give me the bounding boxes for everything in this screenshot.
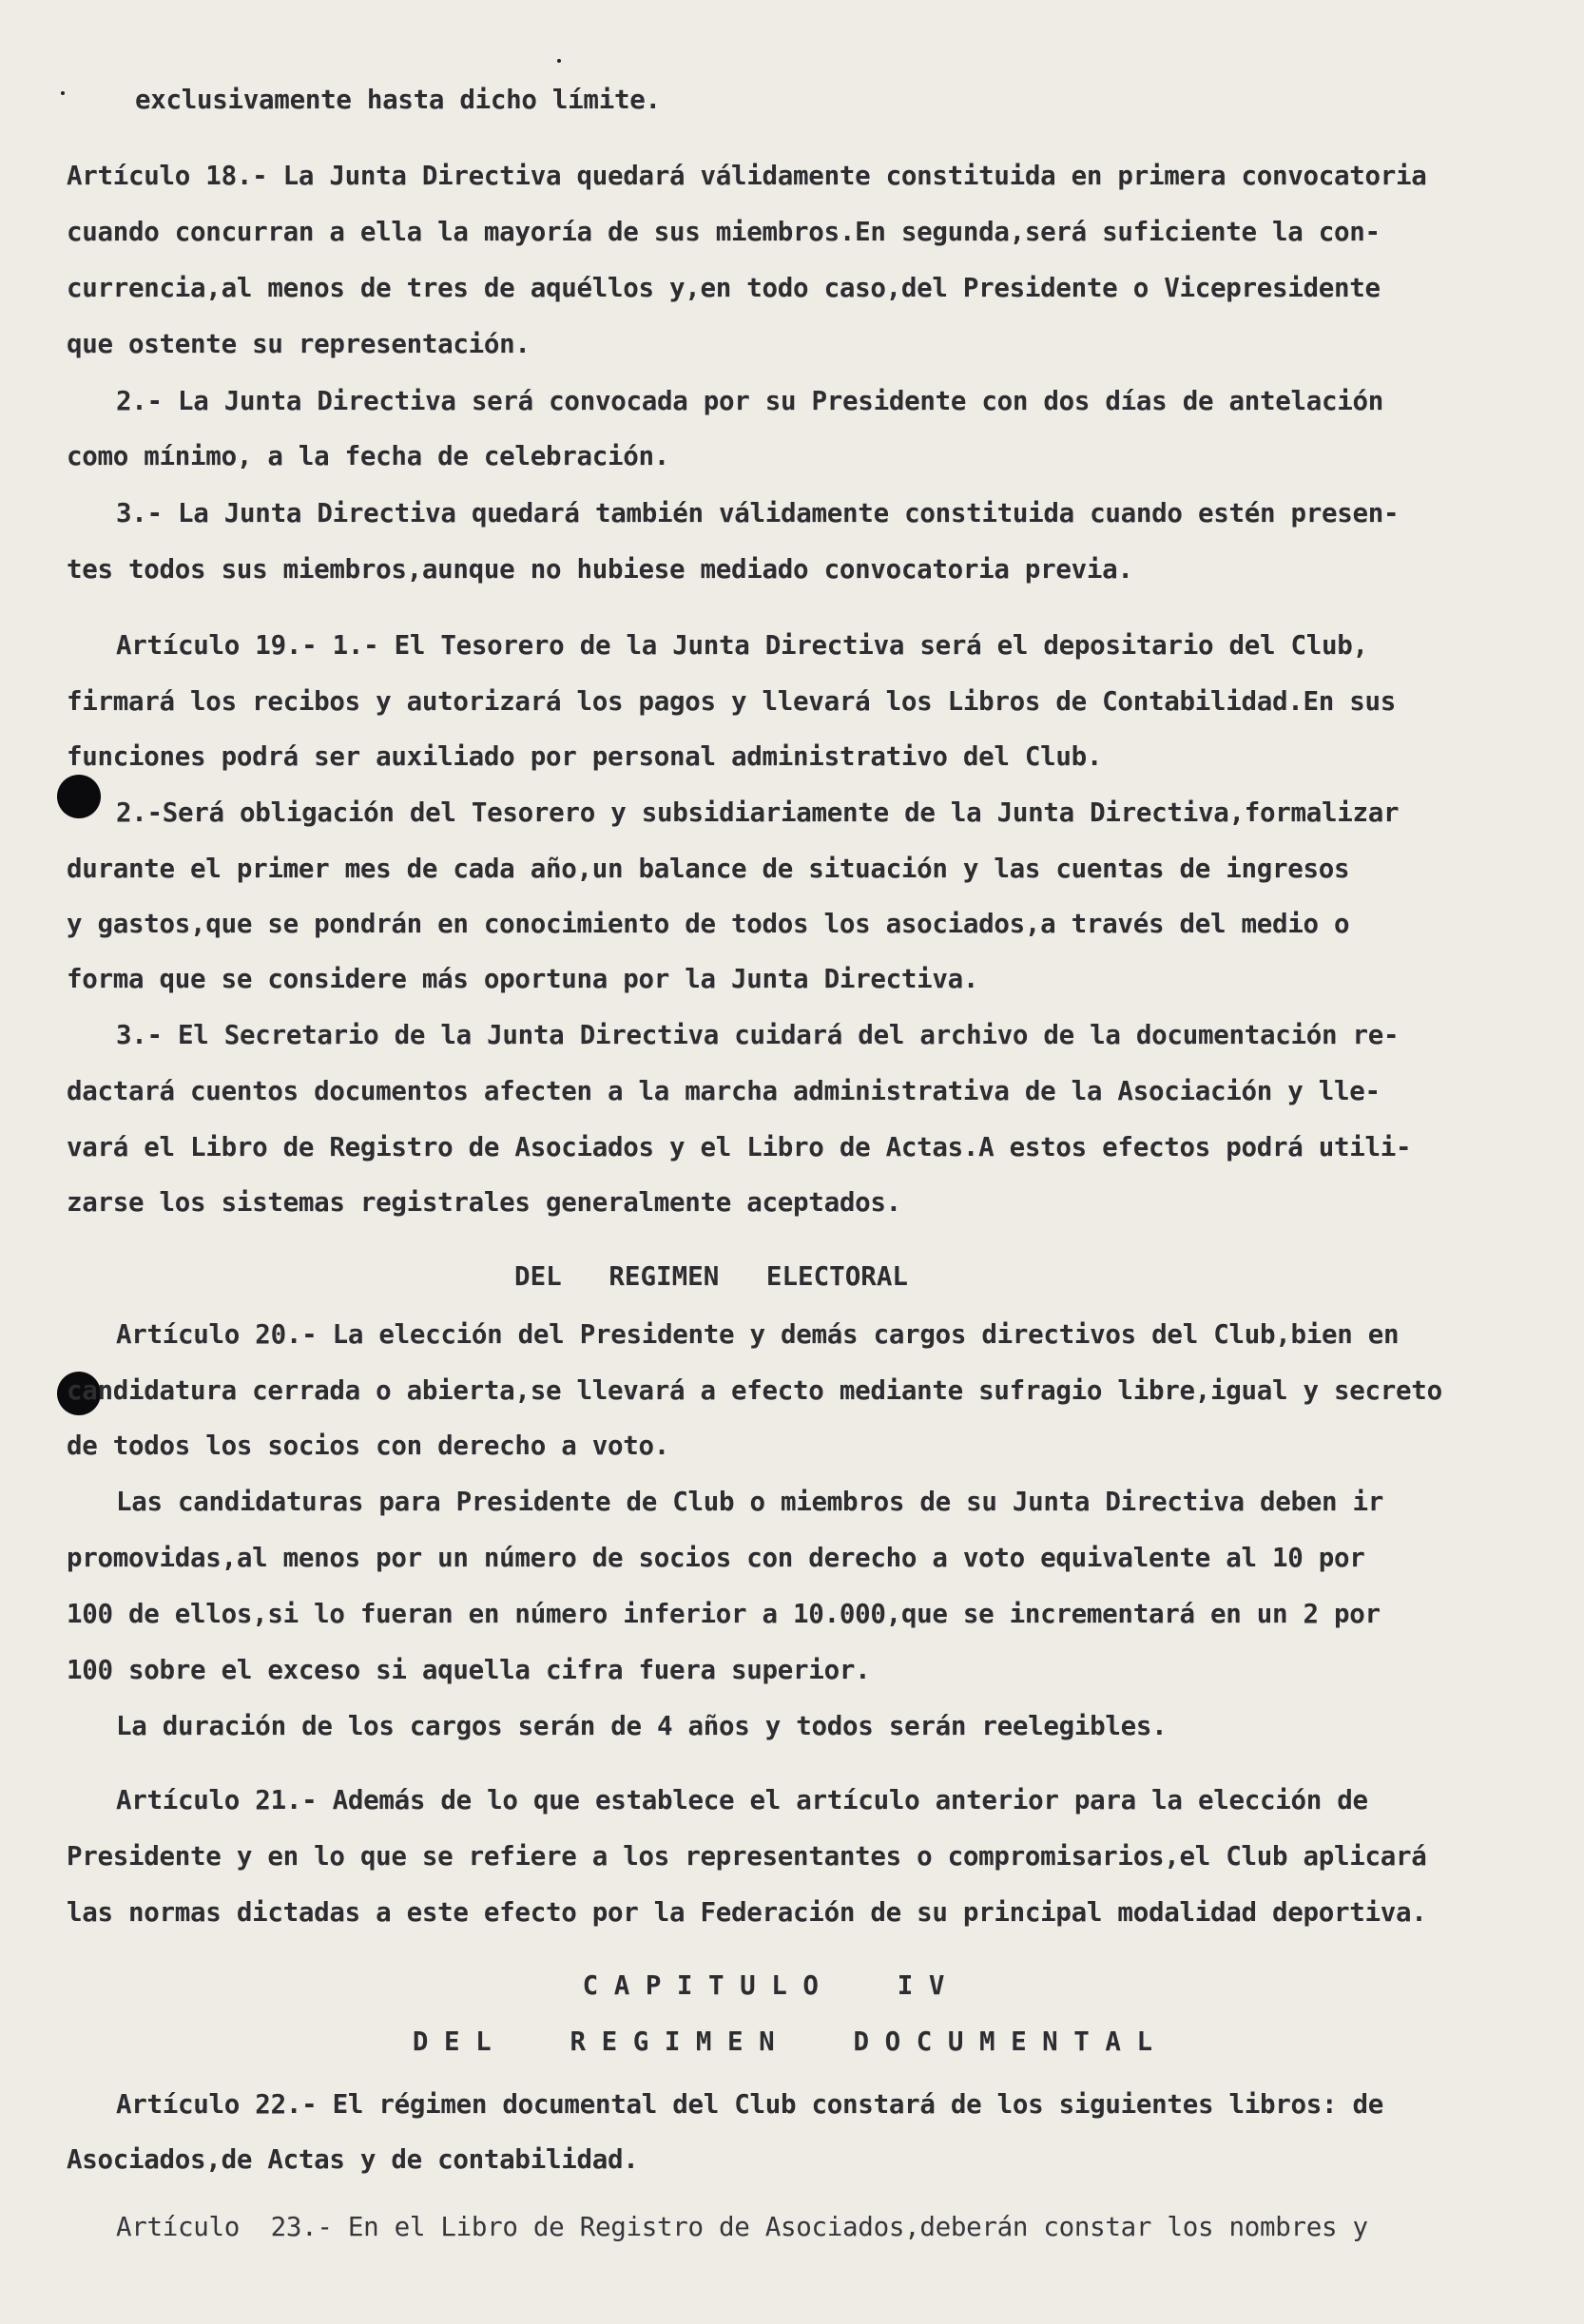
text-line: 100 de ellos,si lo fueran en número inferior a 10.000,que se incrementará en un 2 por — [67, 1599, 1381, 1629]
text-line: zarse los sistemas registrales generalmente aceptados. — [67, 1187, 901, 1218]
text-line: 3.- El Secretario de la Junta Directiva cuidará del archivo de la documentación re- — [116, 1020, 1400, 1050]
text-line: 100 sobre el exceso si aquella cifra fuera superior. — [67, 1655, 871, 1685]
text-line: funciones podrá ser auxiliado por personal administrativo del Club. — [67, 741, 1103, 772]
text-line: exclusivamente hasta dicho límite. — [135, 85, 661, 115]
article-19-line: Artículo 19.- 1.- El Tesorero de la Junta Directiva será el depositario del Club, — [116, 630, 1368, 661]
text-line: dactará cuentos documentos afecten a la marcha administrativa de la Asociación y lle- — [67, 1076, 1381, 1106]
punch-hole — [57, 775, 101, 818]
chapter-subheading: D E L R E G I M E N D O C U M E N T A L — [412, 2026, 1153, 2057]
text-line: currencia,al menos de tres de aquéllos y,en todo caso,del Presidente o Vicepresidente — [67, 273, 1381, 303]
text-line: Las candidaturas para Presidente de Club o miembros de su Junta Directiva deben ir — [116, 1487, 1384, 1517]
text-line: firmará los recibos y autorizará los pagos y llevará los Libros de Contabilidad.En sus — [67, 686, 1397, 717]
text-line: Asociados,de Actas y de contabilidad. — [67, 2144, 639, 2175]
margin-mark — [557, 59, 561, 63]
text-line: 2.-Será obligación del Tesorero y subsidiariamente de la Junta Directiva,formalizar — [116, 797, 1400, 828]
text-line: candidatura cerrada o abierta,se llevará a efecto mediante sufragio libre,igual y secreto — [67, 1375, 1442, 1406]
article-21-line: Artículo 21.- Además de lo que establece el artículo anterior para la elección de — [116, 1785, 1368, 1815]
text-line: durante el primer mes de cada año,un balance de situación y las cuentas de ingresos — [67, 854, 1350, 884]
text-line: de todos los socios con derecho a voto. — [67, 1431, 669, 1461]
text-line: promovidas,al menos por un número de socios con derecho a voto equivalente al 10 por — [67, 1543, 1365, 1573]
text-line: Presidente y en lo que se refiere a los representantes o compromisarios,el Club aplicará — [67, 1841, 1427, 1872]
article-22-line: Artículo 22.- El régimen documental del Club constará de los siguientes libros: de — [116, 2089, 1384, 2120]
section-heading: DEL REGIMEN ELECTORAL — [514, 1261, 908, 1292]
text-line: vará el Libro de Registro de Asociados y el Libro de Actas.A estos efectos podrá utili- — [67, 1132, 1412, 1162]
text-line: 2.- La Junta Directiva será convocada por su Presidente con dos días de antelación — [116, 386, 1384, 416]
text-line: y gastos,que se pondrán en conocimiento de todos los asociados,a través del medio o — [67, 909, 1350, 939]
article-18-line: Artículo 18.- La Junta Directiva quedará válidamente constituida en primera convocatoria — [67, 161, 1427, 191]
margin-mark — [61, 91, 65, 95]
article-23-line: Artículo 23.- En el Libro de Registro de Asociados,deberán constar los nombres y — [116, 2212, 1368, 2242]
text-line: 3.- La Junta Directiva quedará también válidamente constituida cuando estén presen- — [116, 498, 1400, 528]
chapter-heading: C A P I T U L O I V — [582, 1970, 945, 2001]
text-line: La duración de los cargos serán de 4 años y todos serán reelegibles. — [116, 1711, 1168, 1741]
text-line: como mínimo, a la fecha de celebración. — [67, 441, 669, 471]
text-line: que ostente su representación. — [67, 329, 531, 359]
article-20-line: Artículo 20.- La elección del Presidente y demás cargos directivos del Club,bien en — [116, 1319, 1400, 1350]
text-line: las normas dictadas a este efecto por la Federación de su principal modalidad deportiva. — [67, 1897, 1427, 1928]
text-line: tes todos sus miembros,aunque no hubiese mediado convocatoria previa. — [67, 554, 1133, 585]
text-line: forma que se considere más oportuna por la Junta Directiva. — [67, 964, 979, 994]
text-line: cuando concurran a ella la mayoría de sus miembros.En segunda,será suficiente la con- — [67, 217, 1381, 247]
